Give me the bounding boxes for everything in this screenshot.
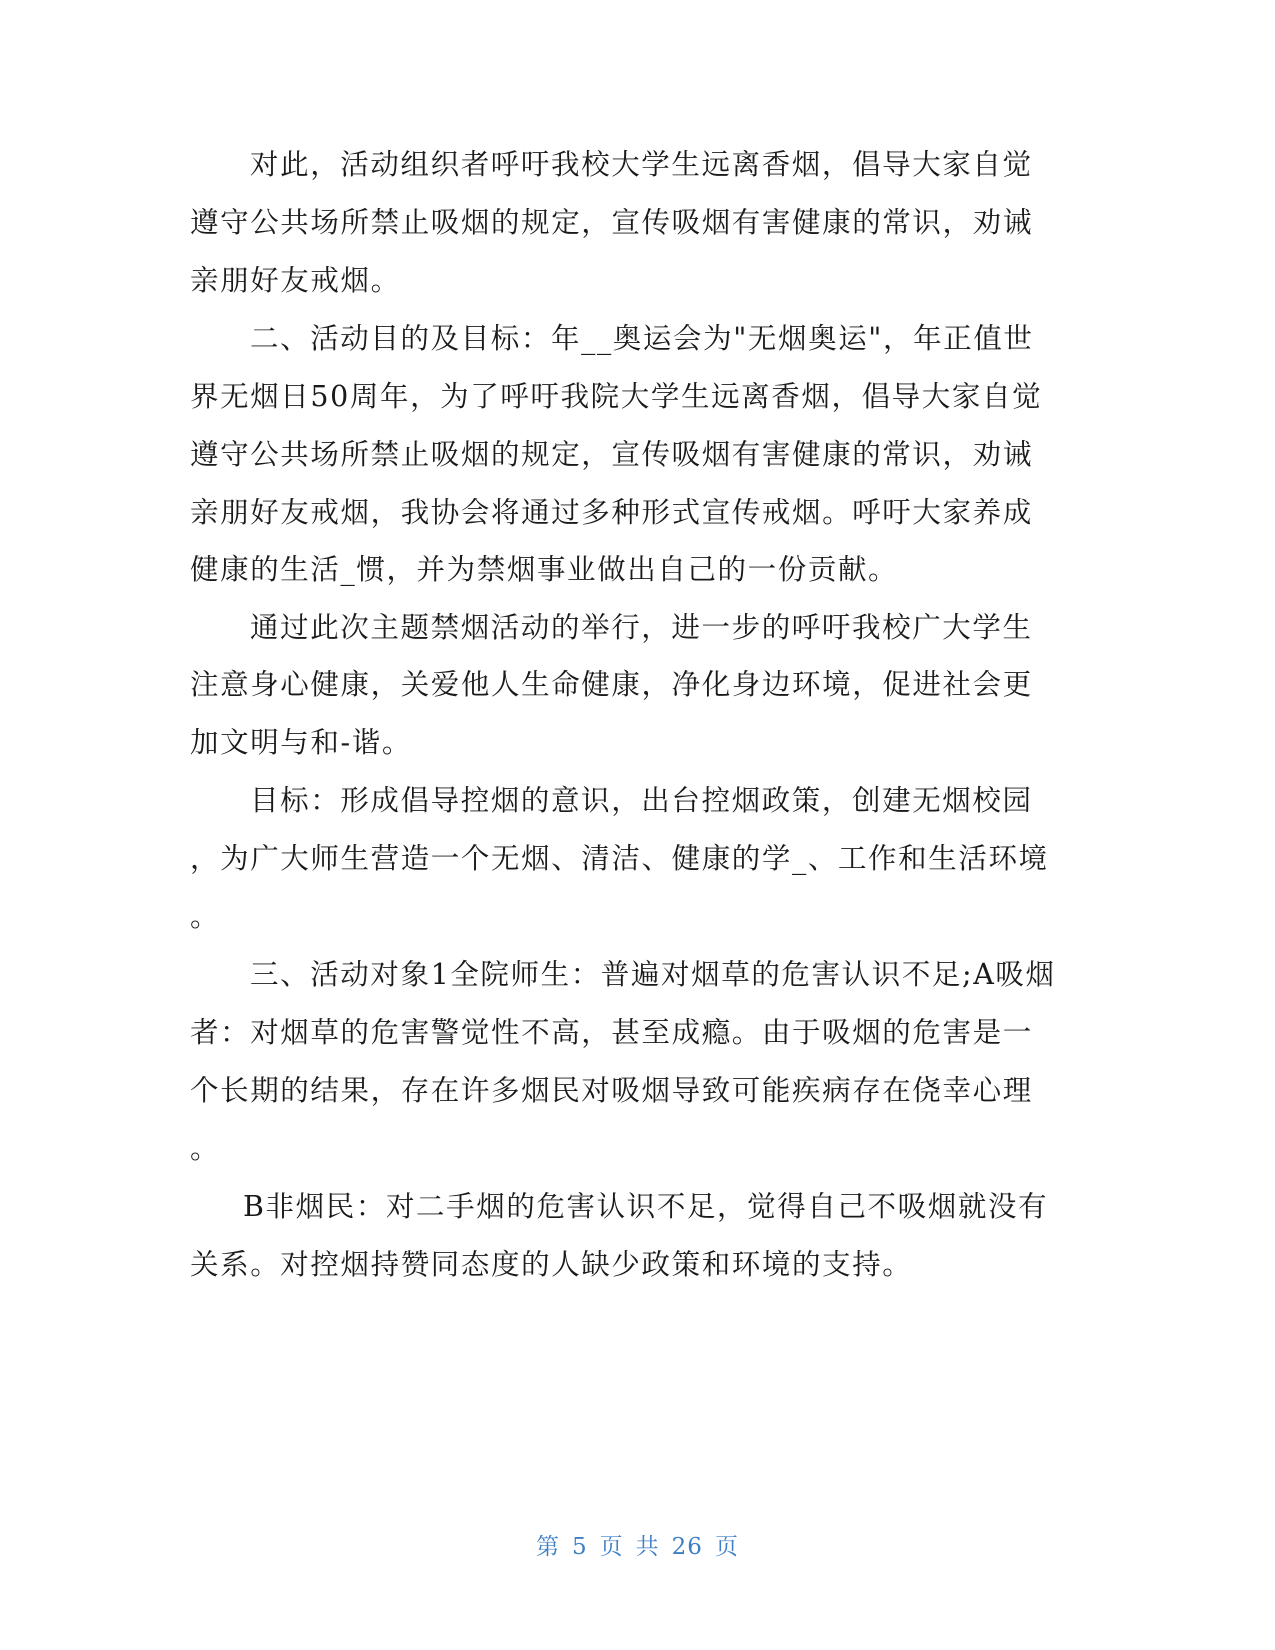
footer-word: 第 [536, 1534, 561, 1560]
paragraph-line: 三、活动对象1全院师生：普遍对烟草的危害认识不足;A吸烟 [250, 958, 1056, 991]
paragraph-line: 个长期的结果，存在许多烟民对吸烟导致可能疾病存在侥幸心理 [190, 1074, 1033, 1107]
paragraph-line: 二、活动目的及目标：年__奥运会为"无烟奥运"，年正值世 [250, 322, 1034, 355]
page-footer [0, 1528, 1275, 1561]
paragraph-line: 对此，活动组织者呼吁我校大学生远离香烟，倡导大家自觉 [250, 148, 1033, 181]
paragraph-line: 遵守公共场所禁止吸烟的规定，宣传吸烟有害健康的常识，劝诫 [190, 206, 1033, 239]
paragraph-line: 加文明与和-谐。 [190, 726, 412, 759]
current-page-number: 5 [572, 1534, 588, 1560]
paragraph-line: B非烟民：对二手烟的危害认识不足，觉得自己不吸烟就没有 [243, 1190, 1049, 1223]
paragraph-line: 健康的生活_惯，并为禁烟事业做出自己的一份贡献。 [190, 553, 899, 586]
footer-word: 页 [714, 1534, 739, 1560]
paragraph-line: ，为广大师生营造一个无烟、清洁、健康的学_、工作和生活环境 [190, 842, 1049, 875]
total-page-number: 26 [671, 1534, 703, 1560]
paragraph-line: 界无烟日50周年，为了呼吁我院大学生远离香烟，倡导大家自觉 [190, 380, 1043, 413]
paragraph-line: 目标：形成倡导控烟的意识，出台控烟政策，创建无烟校园 [250, 784, 1033, 817]
paragraph-line: 。 [190, 900, 221, 933]
paragraph-line: 者：对烟草的危害警觉性不高，甚至成瘾。由于吸烟的危害是一 [190, 1016, 1033, 1049]
paragraph-line: 遵守公共场所禁止吸烟的规定，宣传吸烟有害健康的常识，劝诫 [190, 438, 1033, 471]
paragraph-line: 通过此次主题禁烟活动的举行，进一步的呼吁我校广大学生 [250, 611, 1033, 644]
footer-word: 共 [635, 1534, 660, 1560]
paragraph-line: 注意身心健康，关爱他人生命健康，净化身边环境，促进社会更 [190, 668, 1033, 701]
footer-word: 页 [599, 1534, 624, 1560]
paragraph-line: 亲朋好友戒烟。 [190, 264, 401, 297]
paragraph-line: 。 [190, 1132, 221, 1165]
paragraph-line: 关系。对控烟持赞同态度的人缺少政策和环境的支持。 [190, 1248, 913, 1281]
paragraph-line: 亲朋好友戒烟，我协会将通过多种形式宣传戒烟。呼吁大家养成 [190, 496, 1033, 529]
